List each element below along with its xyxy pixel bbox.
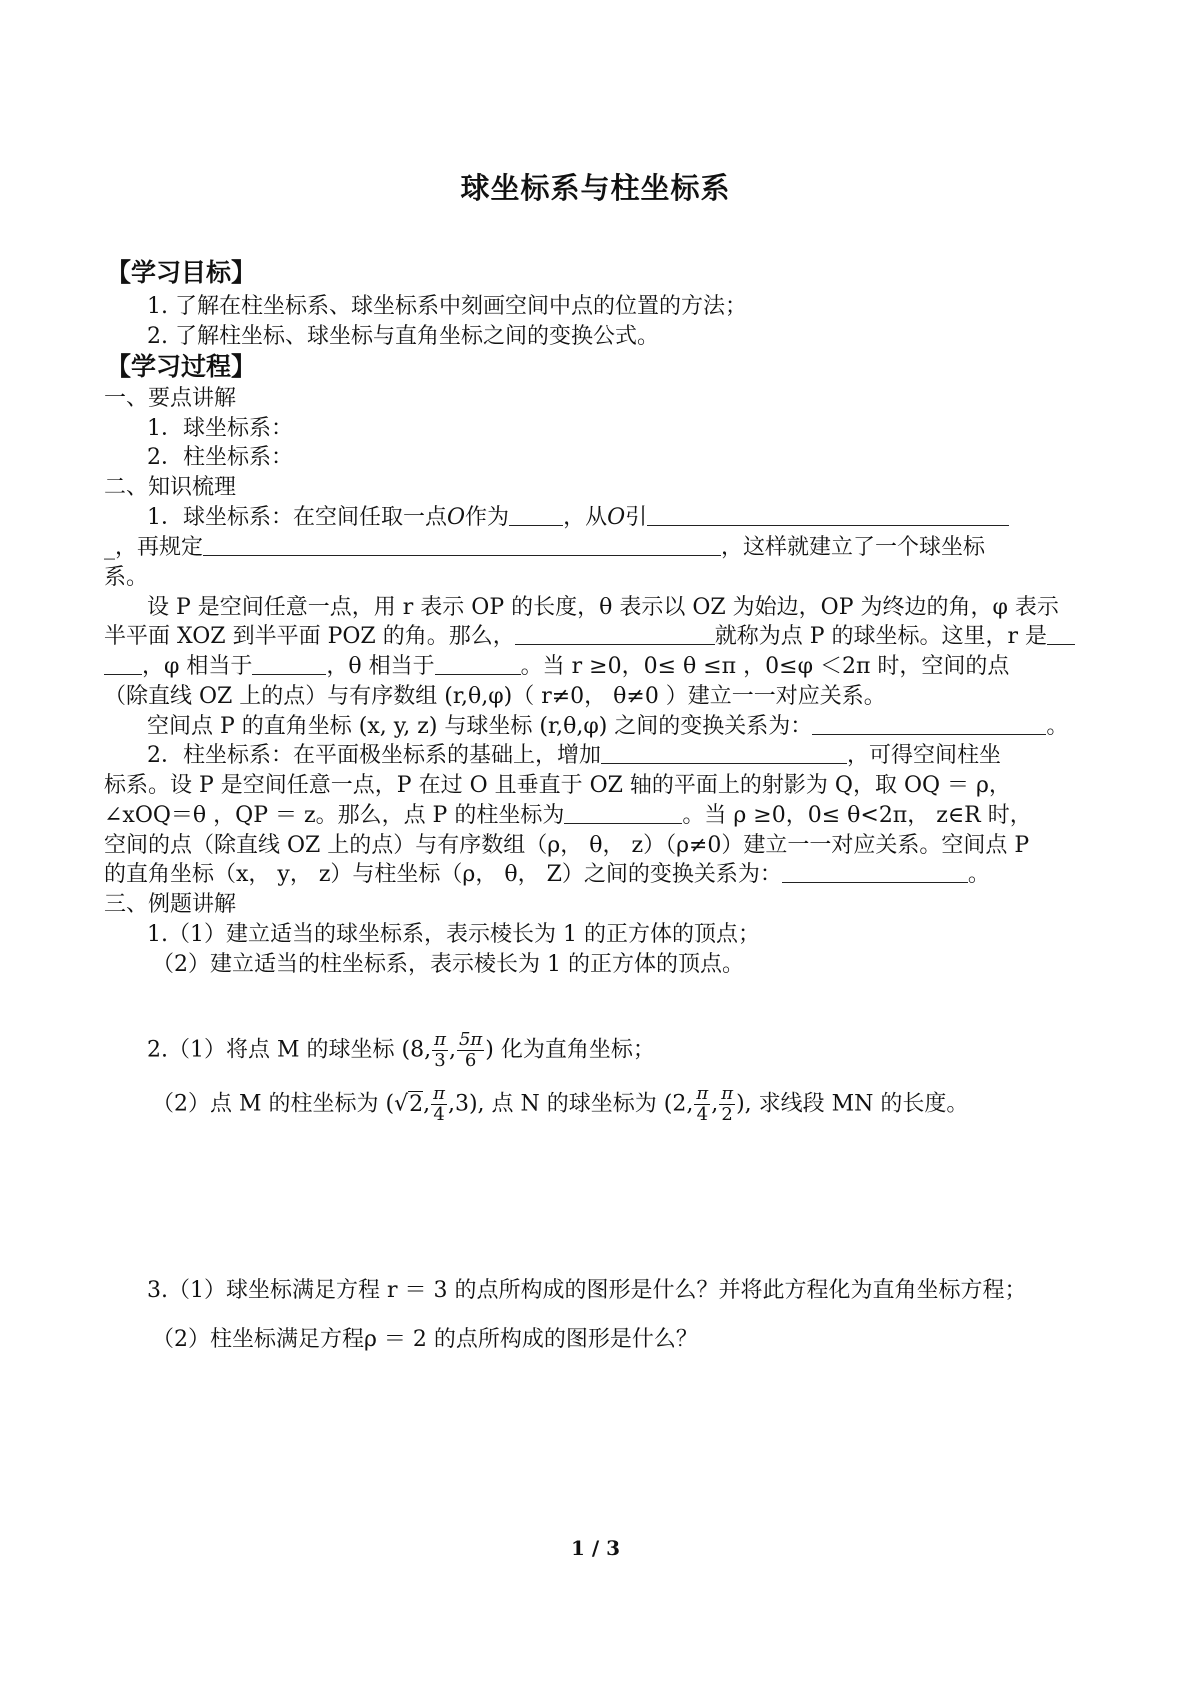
fraction: $\frac{\pi}{2}$	[721, 1083, 734, 1125]
example-1-part-2: （2）建立适当的柱坐标系，表示棱长为 1 的正方体的顶点。	[152, 952, 744, 977]
knowledge-line-1: 1．球坐标系：在空间任取一点O作为 ，从O引	[147, 503, 1009, 533]
knowledge-line-5: 半平面 XOZ 到半平面 POZ 的角。那么， 就称为点 P 的球坐标。这里，r 是	[104, 622, 1075, 652]
knowledge-line-2: _，再规定 ，这样就建立了一个球坐标	[104, 535, 986, 560]
objectives-heading: 【学习目标】	[106, 258, 257, 287]
knowledge-line-3: 系。	[104, 565, 149, 590]
process-heading: 【学习过程】	[106, 352, 257, 381]
knowledge-line-8: 空间点 P 的直角坐标 (x, y, z) 与球坐标 (r,θ,φ) 之间的变换关系为： 。	[147, 714, 1069, 739]
fraction: $\frac{\pi}{4}$	[696, 1083, 709, 1125]
fill-blank[interactable]	[104, 654, 142, 675]
fill-blank[interactable]	[782, 862, 968, 883]
example-3-part-1: 3.（1）球坐标满足方程 r ＝ 3 的点所构成的图形是什么？并将此方程化为直角坐标方程；	[147, 1278, 1027, 1303]
knowledge-line-11: ∠xOQ＝θ ，QP ＝ z。那么，点 P 的柱坐标为 。当 ρ ≥0，0≤ θ<2π， z∈R 时，	[104, 803, 1032, 828]
knowledge-line-13: 的直角坐标（x， y， z）与柱坐标（ρ， θ， Z）之间的变换关系为： 。	[104, 862, 990, 887]
knowledge-line-10: 标系。设 P 是空间任意一点，P 在过 O 且垂直于 OZ 轴的平面上的射影为 Q，取 OQ ＝ ρ，	[104, 773, 1011, 798]
example-3-part-2: （2）柱坐标满足方程ρ ＝ 2 的点所构成的图形是什么？	[152, 1327, 698, 1352]
example-2-part-2: （2）点 M 的柱坐标为 (√2, $\frac{\pi}{4}$ ,3), 点 N 的球坐标为 (2, $\frac{\pi}{4}$ , $\frac{\pi}{2}$ ), 求线段 MN 的长度。	[152, 1083, 969, 1125]
fraction: $\frac{\pi}{4}$	[433, 1083, 445, 1125]
knowledge-line-9: 2．柱坐标系：在平面极坐标系的基础上，增加 ，可得空间柱坐	[147, 743, 1002, 768]
fill-blank[interactable]	[515, 624, 715, 645]
knowledge-line-4: 设 P 是空间任意一点，用 r 表示 OP 的长度，θ 表示以 OZ 为始边，OP 为终边的角，φ 表示	[147, 595, 1059, 620]
section-3-title: 三、例题讲解	[104, 892, 237, 917]
knowledge-line-12: 空间的点（除直线 OZ 上的点）与有序数组（ρ， θ， z）（ρ≠0）建立一一对应关系。空间点 P	[104, 833, 1030, 858]
fill-blank[interactable]	[435, 654, 521, 675]
section-1-item: 1．球坐标系：	[147, 416, 293, 441]
fill-blank[interactable]	[252, 654, 326, 675]
fill-blank[interactable]	[647, 505, 1009, 526]
fill-blank[interactable]	[203, 535, 721, 556]
knowledge-line-7: （除直线 OZ 上的点）与有序数组 (r,θ,φ)（ r≠0， θ≠0 ）建立一一对应关系。	[104, 684, 886, 709]
knowledge-line-6: ，φ 相当于 ，θ 相当于 。当 r ≥0，0≤ θ ≤π ，0≤φ ＜2π 时，空间的点	[104, 652, 1009, 682]
fraction: $\frac{5\pi}{6}$	[458, 1029, 483, 1071]
fill-blank[interactable]	[812, 714, 1046, 735]
page-number: 1 / 3	[570, 1536, 621, 1560]
fill-blank[interactable]	[601, 743, 847, 764]
fraction: $\frac{\pi}{3}$	[434, 1029, 446, 1071]
fill-blank[interactable]	[564, 803, 682, 824]
objective-item: 2. 了解柱坐标、球坐标与直角坐标之间的变换公式。	[147, 324, 659, 349]
fill-blank[interactable]	[1047, 624, 1075, 645]
example-1-part-1: 1.（1）建立适当的球坐标系，表示棱长为 1 的正方体的顶点；	[147, 922, 760, 947]
section-2-title: 二、知识梳理	[104, 475, 237, 500]
objective-item: 1. 了解在柱坐标系、球坐标系中刻画空间中点的位置的方法；	[147, 294, 747, 319]
page-title: 球坐标系与柱坐标系	[460, 171, 731, 205]
section-1-item: 2．柱坐标系：	[147, 445, 293, 470]
fill-blank[interactable]	[509, 505, 563, 526]
example-2-part-1: 2.（1）将点 M 的球坐标 (8, $\frac{\pi}{3}$ , $\frac{5\pi}{6}$ ) 化为直角坐标；	[147, 1029, 655, 1071]
section-1-title: 一、要点讲解	[104, 386, 237, 411]
